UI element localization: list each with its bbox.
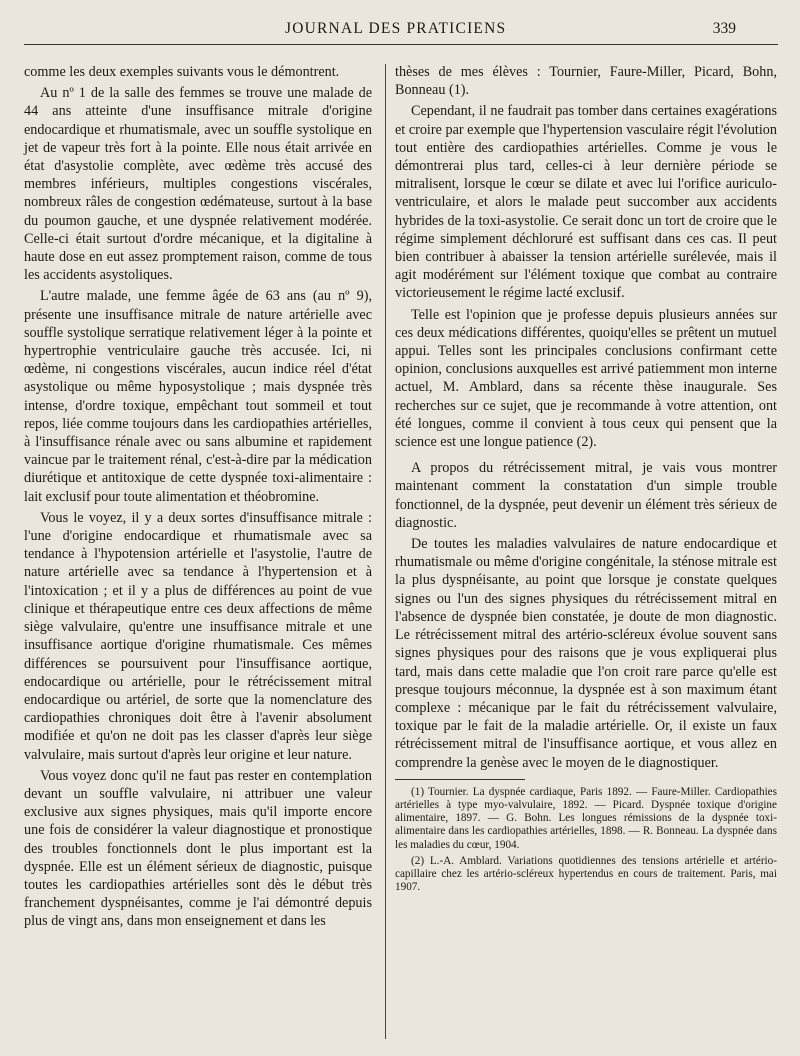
paragraph: L'autre malade, une femme âgée de 63 ans (au nº 9), présente une insuffisance mitrale de nature artérielle avec souffle systolique serratique relativement léger à la pointe et hypertrophie ventriculaire gauche très accusée. Ici, ni œdème, ni congestions viscérales, aucun indice réel d'état asystolique ou même hyposystolique ; mais dyspnée très intense, d'ordre toxique, empêchant tout sommeil et tout repos, liée comme toujours dans les cardiopathies artérielles, à l'insuffisance rénale avec ou sans albumine et rapidement vaincue par le traitement rénal, c'est-à-dire par la médication diurétique et antitoxique de cette dyspnée toxi-alimentaire : lait exclusif pour toute alimentation et théobromine. — [24, 288, 372, 505]
paragraph: Telle est l'opinion que je professe depuis plusieurs années sur ces deux médications différentes, quoiqu'elles se prêtent un mutuel appui. Telles sont les principales conclusions confirmant cette opinion, conclusions auxquelles est arrivé patiemment mon interne actuel, M. Amblard, dans sa récente thèse inaugurale. Ses recherches sur ce sujet, que je recommande à votre attention, ont été longues, comme il convient à tous ceux qui pensent que la science est une longue patience (2). — [395, 306, 777, 451]
paragraph: Au nº 1 de la salle des femmes se trouve une malade de 44 ans atteinte d'une insuffisance mitrale d'origine endocardique et rhumatismale, avec un souffle systolique en jet de vapeur très fort à la pointe. Elle nous était arrivée en état d'asystolie complète, avec œdème très accusé des membres inférieurs, multiples congestions viscérales, nombreux râles de congestion œdémateuse, surtout à la base du poumon gauche, et une dyspnée relativement modérée. Celle-ci était surtout d'ordre mécanique, et la digitaline à haute dose en eut assez promptement raison, comme de tous les accidents asystoliques. — [24, 85, 372, 284]
paragraph: Vous voyez donc qu'il ne faut pas rester en contemplation devant un souffle valvulaire, ni attribuer une valeur exclusive aux signes physiques, mais qu'il importe encore une fois de considérer la valeur diagnostique et pronostique des troubles fonctionnels dont le plus important est la dyspnée. Elle est un élément sérieux de diagnostic, puisque toutes les cardiopathies artérielles sont dès le début très franchement dyspnéisantes, comme je l'ai démontré depuis plus de vingt ans, dans mon enseignement et dans les — [24, 767, 372, 930]
right-column — [395, 63, 777, 897]
header-rule — [24, 44, 778, 45]
footnote: (1) Tournier. La dyspnée cardiaque, Paris 1892. — Faure-Miller. Cardiopathies artérielles à type myo-valvulaire, 1892. — Picard. Dyspnée toxique d'origine alimentaire, 1897. — G. Bohn. Les longues rémissions de la dyspnée toxi-alimentaire dans les cardiopathies artérielles, 1898. — R. Bonneau. La dyspnée dans les maladies du cœur, 1904. — [395, 785, 777, 851]
paragraph: Cependant, il ne faudrait pas tomber dans certaines exagérations et croire par exemple que l'hypertension vasculaire régit l'évolution tout entière des cardiopathies artérielles. Comme je vous le démontrerai plus tard, celles-ci à leur dernière période se mitralisent, lorsque le cœur se dilate et avec lui l'orifice auriculo-ventriculaire, et alors le malade peut succomber aux accidents hybrides de la toxi-asystolie. Ce serait donc un tort de croire que le régime simplement déchloruré est suffisant dans ces cas. Il peut bien contribuer à abaisser la tension artérielle surélevée, mais il agit modérément sur l'élément toxique que combat au contraire victorieusement le régime lacté exclusif. — [395, 103, 777, 302]
paragraph: Vous le voyez, il y a deux sortes d'insuffisance mitrale : l'une d'origine endocardique et rhumatismale avec sa tendance à l'hypotension artérielle et l'asystolie, l'autre de nature artérielle avec sa tendance à l'hypertension et à l'intoxication ; et il y a plus de différences au point de vue clinique et thérapeutique entre ces deux affections de même siège valvulaire, qu'entre une insuffisance mitrale et une insuffisance aortique d'origine rhumatismale. Ces mêmes différences se poursuivent pour l'insuffisance aortique, endocardique ou artérielle, pour le rétrécissement mitral endocardique ou artériel, de sorte que la nomenclature des cardiopathies chroniques doit être à l'avenir absolument modifiée et qu'on ne doit pas les classer d'après leur siège valvulaire, mais surtout d'après leur origine et leur nature. — [24, 509, 372, 763]
running-title: JOURNAL DES PRATICIENS — [285, 20, 507, 37]
paragraph: A propos du rétrécissement mitral, je vais vous montrer maintenant comment la constatation d'un simple trouble fonctionnel, de la dyspnée, peut devenir un élément très sérieux de diagnostic. — [395, 460, 777, 531]
column-divider — [385, 64, 386, 1039]
footnote-rule — [395, 779, 525, 780]
paragraph: comme les deux exemples suivants vous le démontrent. — [24, 64, 340, 80]
footnote: (2) L.-A. Amblard. Variations quotidiennes des tensions artérielle et artério-capillaire chez les artério-scléreux hypertendus en cours de traitement. Paris, mai 1907. — [395, 854, 777, 894]
page-number: 339 — [712, 20, 736, 37]
paragraph: De toutes les maladies valvulaires de nature endocardique et rhumatismale ou même d'origine congénitale, la sténose mitrale est la plus dyspnéisante, au point que lorsque je constate quelques signes ou l'un des signes physiques du rétrécissement mitral en l'absence de dyspnée bien constatée, je doute de mon diagnostic. Le rétrécissement mitral des artério-scléreux évolue souvent sans signes physiques pour des raisons que je vous expliquerai plus tard, mais dans cette maladie que l'on croit rare parce qu'elle est presque toujours méconnue, la dyspnée est à son maximum étant complexe : mécanique par le fait du rétrécissement valvulaire, toxique par le fait de la maladie artérielle. Or, il existe un faux rétrécissement mitral de l'insuffisance aortique, et vous allez en comprendre la genèse avec le moyen de le diagnostiquer. — [395, 536, 777, 771]
left-column — [24, 63, 372, 934]
page-header — [0, 20, 800, 42]
paragraph: thèses de mes élèves : Tournier, Faure-Miller, Picard, Bohn, Bonneau (1). — [395, 64, 777, 99]
